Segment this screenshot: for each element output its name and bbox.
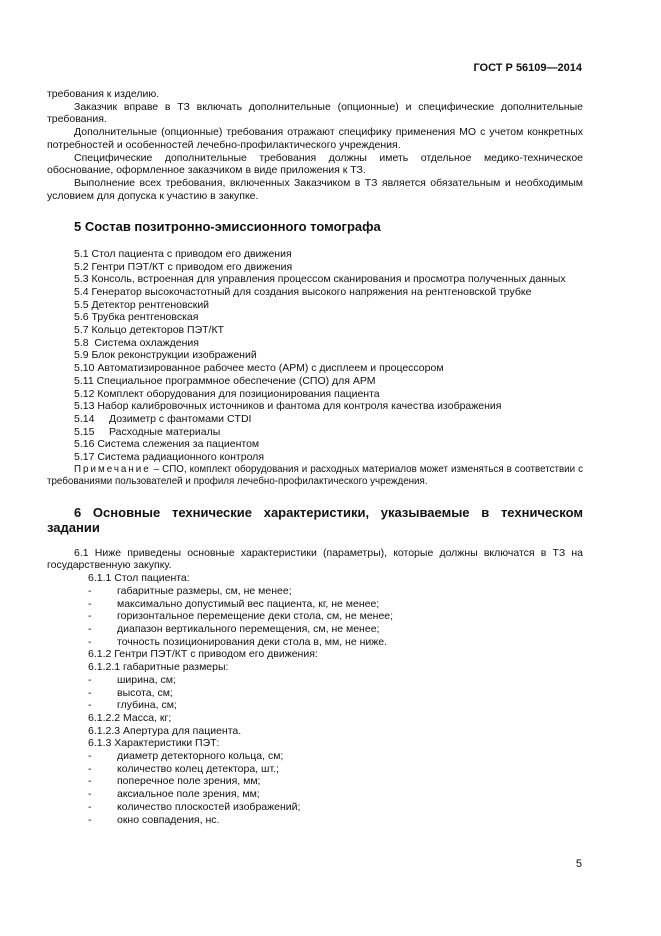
dash-marker: - xyxy=(88,584,92,597)
section-5-item: 5.16 Система слежения за пациентом xyxy=(74,438,260,451)
list-item: - поперечное поле зрения, мм; xyxy=(88,775,261,788)
intro-paragraph: Специфические дополнительные требования должны иметь отдельное медико-техническое обоснование, оформленное заказчиком в виде приложения к ТЗ. xyxy=(47,151,583,177)
section-5-item: 5.12 Комплект оборудования для позиционирования пациента xyxy=(74,387,380,400)
dash-marker: - xyxy=(88,673,92,686)
list-item: - количество плоскостей изображений; xyxy=(88,800,301,813)
list-item: - диапазон вертикального перемещения, см, не менее; xyxy=(88,623,380,635)
subsection-6-1-1: 6.1.1 Стол пациента: xyxy=(88,572,190,585)
document-standard-header: ГОСТ Р 56109—2014 xyxy=(473,62,582,74)
subsection-6-1-3: 6.1.3 Характеристики ПЭТ: xyxy=(88,737,220,750)
list-item: - максимально допустимый вес пациента, кг, не менее; xyxy=(88,597,380,610)
list-item: - диаметр детекторного кольца, см; xyxy=(88,750,284,763)
list-item: - глубина, см; xyxy=(88,699,177,712)
section-5-item: 5.11 Специальное программное обеспечение (СПО) для АРМ xyxy=(74,374,376,387)
intro-paragraph: Дополнительные (опционные) требования отражают специфику применения МО с учетом конкретных потребностей и особенностей лечебно-профилактического учреждения. xyxy=(47,126,583,151)
dash-marker: - xyxy=(88,686,92,699)
dash-marker: - xyxy=(88,800,92,813)
section-5-item: 5.3 Консоль, встроенная для управления процессом сканирования и просмотра полученных данных xyxy=(74,273,566,286)
section-5-item: 5.10 Автоматизированное рабочее место (АРМ) с дисплеем и процессором xyxy=(74,362,444,375)
dash-marker: - xyxy=(88,762,92,775)
section-5-item: 5.15 Расходные материалы xyxy=(74,425,221,438)
list-item: - габаритные размеры, см, не менее; xyxy=(88,584,292,597)
subsection-6-1-2: 6.1.2 Гентри ПЭТ/КТ с приводом его движения: xyxy=(88,648,318,661)
page-content xyxy=(47,88,583,826)
list-item: - аксиальное поле зрения, мм; xyxy=(88,788,260,801)
section-5-item: 5.14 Дозиметр с фантомами CTDI xyxy=(74,412,252,425)
intro-paragraph: требования к изделию. xyxy=(47,88,160,100)
list-item: - ширина, см; xyxy=(88,673,176,686)
page-number: 5 xyxy=(575,858,582,870)
subsection-6-1-2-3: 6.1.2.3 Апертура для пациента. xyxy=(88,724,242,737)
dash-marker: - xyxy=(88,597,92,610)
list-item: - горизонтальное перемещение деки стола, см, не менее; xyxy=(88,610,394,623)
list-item: - количество колец детектора, шт.; xyxy=(88,762,279,775)
section-6-title: 6 Основные технические характеристики, указываемые в техническом задании xyxy=(47,504,583,536)
section-5-item: 5.5 Детектор рентгеновский xyxy=(74,298,210,311)
list-item: - высота, см; xyxy=(88,686,173,699)
section-5-note xyxy=(47,464,583,488)
dash-marker: - xyxy=(88,635,92,648)
dash-marker: - xyxy=(88,813,92,826)
section-5-item: 5.2 Гентри ПЭТ/КТ с приводом его движения xyxy=(74,260,293,273)
subsection-6-1-2-1: 6.1.2.1 габаритные размеры: xyxy=(88,661,229,674)
note-text: – СПО, комплект оборудования и расходных материалов может изменяться в соответствии с требованиями пользователей и профиля лечебно-профилактического учреждения. xyxy=(47,463,583,487)
dash-marker: - xyxy=(88,610,92,623)
section-5-item: 5.17 Система радиационного контроля xyxy=(74,451,264,464)
list-item: - окно совпадения, нс. xyxy=(88,813,220,826)
intro-paragraph: Выполнение всех требования, включенных Заказчиком в ТЗ является обязательным и необходимым условием для допуска к участию в закупке. xyxy=(47,176,583,202)
section-5-item: 5.13 Набор калибровочных источников и фантома для контроля качества изображения xyxy=(74,400,502,413)
section-5-title: 5 Состав позитронно-эмиссионного томографа xyxy=(74,219,381,235)
intro-paragraph: Заказчик вправе в ТЗ включать дополнительные (опционные) и специфические дополнительные требования. xyxy=(47,100,583,126)
list-item: - точность позиционирования деки стола в, мм, не ниже. xyxy=(88,635,388,648)
dash-marker: - xyxy=(88,699,92,712)
subsection-6-1-2-2: 6.1.2.2 Масса, кг; xyxy=(88,711,172,724)
dash-marker: - xyxy=(88,750,92,763)
note-label: Примечание xyxy=(74,463,151,475)
dash-marker: - xyxy=(88,788,92,801)
section-5-item: 5.4 Генератор высокочастотный для создания высокого напряжения на рентгеновской трубке xyxy=(74,285,532,298)
dash-marker: - xyxy=(88,623,92,635)
dash-marker: - xyxy=(88,775,92,788)
section-6-intro: 6.1 Ниже приведены основные характеристики (параметры), которые должны включатся в ТЗ на государственную закупку. xyxy=(47,546,583,572)
section-5-item: 5.8 Система охлаждения xyxy=(74,336,199,349)
section-5-item: 5.9 Блок реконструкции изображений xyxy=(74,349,257,362)
section-5-item: 5.1 Стол пациента с приводом его движения xyxy=(74,247,292,260)
section-5-item: 5.7 Кольцо детекторов ПЭТ/КТ xyxy=(74,324,225,337)
section-5-item: 5.6 Трубка рентгеновская xyxy=(74,311,199,324)
